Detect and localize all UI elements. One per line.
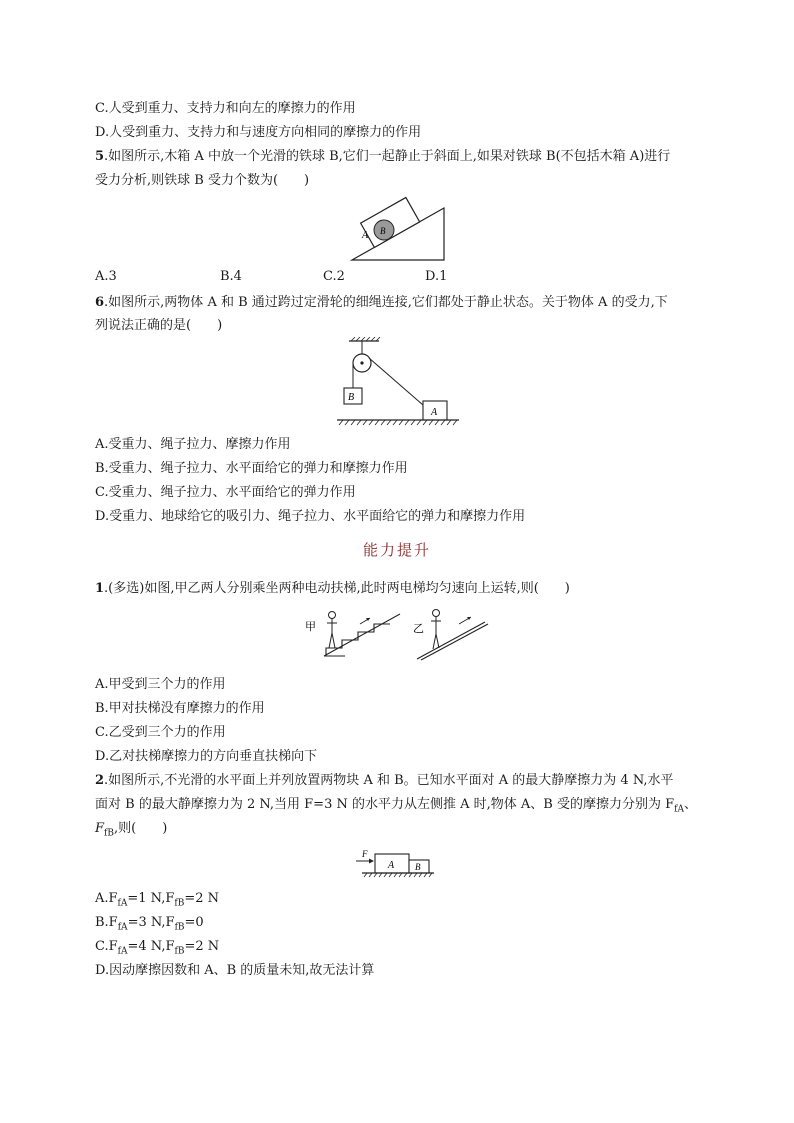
q5-option-a: A.3 xyxy=(95,269,117,284)
p1-tag: .(多选) xyxy=(104,581,145,596)
p2-opt-a-mid: =1 N,F xyxy=(127,891,175,906)
q5-option-c: C.2 xyxy=(323,269,345,284)
q5-option-b: B.4 xyxy=(220,269,242,284)
p2-figure-blocks xyxy=(354,846,438,880)
p2-option-d: D.因动摩擦因数和 A、B 的质量未知,故无法计算 xyxy=(95,963,375,978)
q6-option-d: D.受重力、地球给它的吸引力、绳子拉力、水平面给它的弹力和摩擦力作用 xyxy=(95,509,526,524)
p1-option-b: B.甲对扶梯没有摩擦力的作用 xyxy=(95,701,265,716)
p2-number: 2 xyxy=(95,773,105,788)
label-jia: 甲 xyxy=(305,620,316,633)
p2-opt-c-mid: =4 N,F xyxy=(127,939,175,954)
p2-opt-a-sub1: fA xyxy=(117,898,128,909)
p2-option-c xyxy=(95,939,219,960)
q6-stem-line1 xyxy=(95,295,668,311)
p1-option-c: C.乙受到三个力的作用 xyxy=(95,725,226,740)
p2-stem-line2 xyxy=(95,797,697,818)
p2-stem-text2-end: 、 xyxy=(683,797,697,812)
p2-opt-a-post: =2 N xyxy=(184,891,220,906)
p2-stem-text3: ,则( ) xyxy=(113,821,168,836)
force-arrow-icon xyxy=(369,859,374,864)
ground-hatch xyxy=(339,420,457,425)
p2-option-b xyxy=(95,915,204,936)
label-f: F xyxy=(362,849,368,859)
label-a: A xyxy=(362,230,369,241)
q5-option-d: D.1 xyxy=(425,269,448,284)
label-b: B xyxy=(348,392,355,403)
label-a: A xyxy=(431,407,438,418)
label-yi: 乙 xyxy=(413,622,424,635)
q5-stem-line1 xyxy=(95,149,670,165)
p2-opt-b-sub2: fB xyxy=(174,922,185,933)
q5-figure-incline xyxy=(348,196,448,264)
p2-opt-a-sub2: fB xyxy=(174,898,185,909)
p1-figure-escalators xyxy=(305,604,490,662)
q6-option-a: A.受重力、绳子拉力、摩擦力作用 xyxy=(95,437,291,452)
p2-opt-b-sub1: fA xyxy=(117,922,128,933)
p2-opt-c-pre: C.F xyxy=(95,939,118,954)
p2-opt-c-sub2: fB xyxy=(174,946,185,957)
p2-opt-c-sub1: fA xyxy=(117,946,128,957)
q6-option-b: B.受重力、绳子拉力、水平面给它的弹力和摩擦力作用 xyxy=(95,461,408,476)
q4-option-d: D.人受到重力、支持力和与速度方向相同的摩擦力的作用 xyxy=(95,125,422,140)
q5-number: 5 xyxy=(95,149,105,164)
q4-option-c: C.人受到重力、支持力和向左的摩擦力的作用 xyxy=(95,101,356,116)
p2-stem-line1 xyxy=(95,773,674,789)
p2-opt-b-pre: B.F xyxy=(95,915,118,930)
q5-stem-line2: 受力分析,则铁球 B 受力个数为( ) xyxy=(95,173,310,188)
p2-f-symbol: F xyxy=(95,821,105,836)
p1-option-d: D.乙对扶梯摩擦力的方向垂直扶梯向下 xyxy=(95,749,318,764)
p2-stem-text1: .如图所示,不光滑的水平面上并列放置两物块 A 和 B。已知水平面对 A 的最大静摩擦力为 4 N,水平 xyxy=(104,773,674,788)
label-a: A xyxy=(388,860,395,871)
p2-sub-fb: fB xyxy=(104,828,114,839)
label-b: B xyxy=(380,226,386,236)
p1-number: 1 xyxy=(95,581,105,596)
p1-stem-text: 如图,甲乙两人分别乘坐两种电动扶梯,此时两电梯均匀速向上运转,则( ) xyxy=(144,581,570,596)
p2-opt-b-post: =0 xyxy=(184,915,204,930)
label-b: B xyxy=(415,862,421,872)
q6-figure-pulley xyxy=(335,337,461,433)
p2-option-a xyxy=(95,891,219,912)
q6-stem-text1: .如图所示,两物体 A 和 B 通过跨过定滑轮的细绳连接,它们都处于静止状态。关于物体 A 的受力,下 xyxy=(104,295,668,310)
q6-stem-line2: 列说法正确的是( ) xyxy=(95,318,223,333)
section-title: 能力提升 xyxy=(362,541,431,559)
q5-stem-text1: .如图所示,木箱 A 中放一个光滑的铁球 B,它们一起静止于斜面上,如果对铁球 B(不包括木箱 A)进行 xyxy=(104,149,671,164)
p2-stem-text2: 面对 B 的最大静摩擦力为 2 N,当用 F=3 N 的水平力从左侧推 A 时,物体 A、B 受的摩擦力分别为 F xyxy=(95,797,675,812)
ceiling-hatch xyxy=(351,337,380,341)
p2-opt-b-mid: =3 N,F xyxy=(127,915,175,930)
p1-stem xyxy=(95,581,570,597)
p1-option-a: A.甲受到三个力的作用 xyxy=(95,677,226,692)
p2-opt-a-pre: A.F xyxy=(95,891,118,906)
p2-sub-fa: fA xyxy=(674,804,684,815)
q6-option-c: C.受重力、绳子拉力、水平面给它的弹力作用 xyxy=(95,485,356,500)
q6-number: 6 xyxy=(95,295,105,310)
p2-opt-c-post: =2 N xyxy=(184,939,220,954)
p2-stem-line3 xyxy=(95,821,167,842)
